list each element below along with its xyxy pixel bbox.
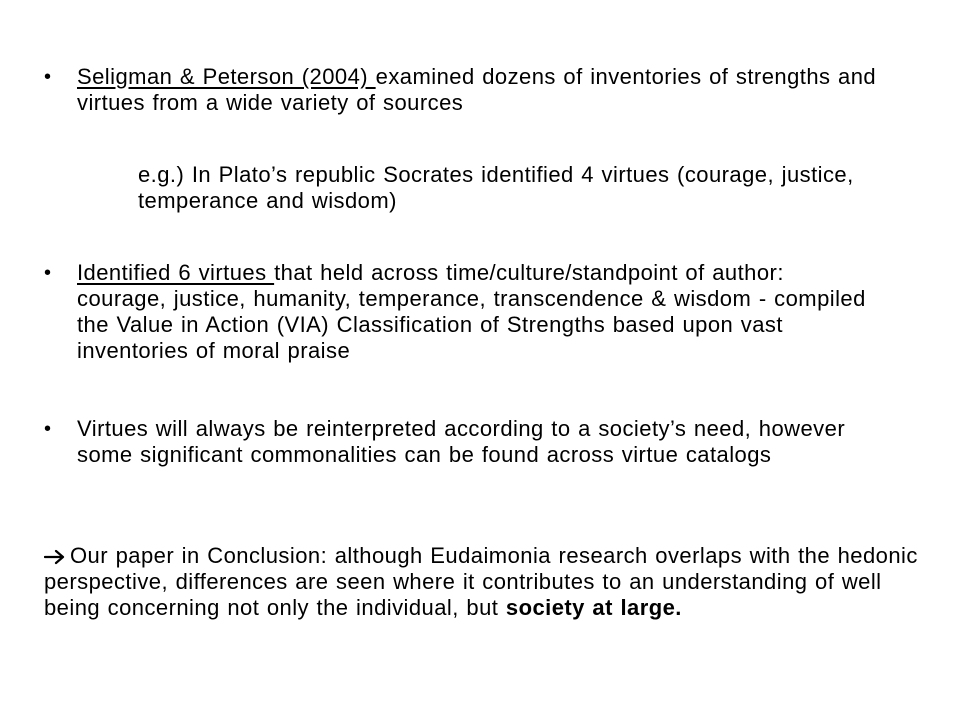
bullet-1 — [44, 64, 877, 116]
conclusion — [44, 543, 924, 621]
bullet-icon: • — [44, 66, 52, 88]
bullet-2-text: that held across time/culture/standpoint of author: courage, justice, humanity, temperance, transcendence & wisdom - compiled the Value in Action (VIA) Classification of Strengths based upon vast inventories of moral praise — [77, 260, 866, 363]
conclusion-bold-text: society at large. — [505, 595, 682, 620]
bullet-icon: • — [44, 418, 52, 440]
bullet-1-text: examined dozens of inventories of strengths and virtues from a wide variety of sources — [77, 64, 877, 115]
example-text: e.g.) In Plato’s republic Socrates identified 4 virtues (courage, justice, temperance and wisdom) — [138, 162, 854, 213]
bullet-3 — [44, 416, 897, 468]
bullet-3-text: Virtues will always be reinterpreted according to a society’s need, however some significant commonalities can be found across virtue catalogs — [77, 416, 846, 467]
right-arrow-icon — [44, 543, 70, 569]
conclusion-text: Our paper in Conclusion: although Eudaimonia research overlaps with the hedonic perspective, differences are seen where it contributes to an understanding of well being concerning not only the individual, but — [44, 543, 918, 620]
bullet-2 — [44, 260, 877, 364]
citation-seligman-peterson: Seligman & Peterson (2004) — [77, 64, 376, 89]
example-plato — [138, 162, 898, 214]
bullet-icon: • — [44, 262, 52, 284]
identified-virtues-heading: Identified 6 virtues — [77, 260, 275, 285]
